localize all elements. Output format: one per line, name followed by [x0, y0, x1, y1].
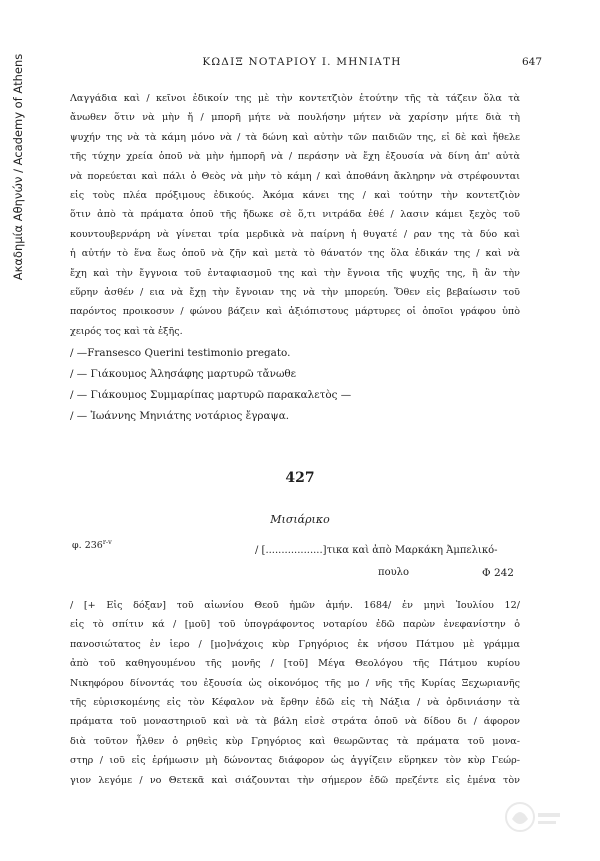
signature-line: / — Γιάκουμος Συμμαρίπας μαρτυρῶ παρακαλετὸς —: [70, 389, 352, 401]
signature-line: / —Fransesco Querini testimonio pregato.: [70, 347, 291, 359]
running-title: ΚΩΔΙΞ ΝΟΤΑΡΙΟΥ Ι. ΜΗΝΙΑΤΗ: [202, 56, 402, 68]
text-line: εὕρην ἀσθέν / εια νὰ ἔχῃ τὴν ἔγνοιαν της νὰ τὴν μπορεύη. Ὅθεν εἰς βεβαίωσιν τοῦ: [70, 286, 520, 298]
text-line: ὅτιν ἀπὸ τὰ πράματα ὁποῦ τῆς ἤδωκε σὲ ὅ,τι νιτράδα ἐθέ / λασιν κάμει ξεχὸς τοῦ: [70, 209, 520, 221]
text-line: Λαγγάδια καὶ / κεῖνοι ἐδικοίν της μὲ τὴν κοντετζιὸν ἐτούτην τῆς τὰ τάζειν ὅλα τὰ: [70, 93, 520, 104]
text-line: εἰς τὸ σπίτιν κά / [μοῦ] τοῦ ὑπογράφοντος νοταρίου ἐδῶ παρὼν ἐνεφανίστην ὁ: [70, 619, 520, 631]
folio-reference: [72, 538, 112, 551]
text-line: παρόντος προικοσυν / φώνου βάζειν καὶ ἀξιόπιστους μάρτυρες οἱ ὁποῖοι γράφου ὑπὸ: [70, 306, 520, 318]
text-line: στηρ / ιοῦ εἰς ἐρήμωσιν μὴ δώνοντας διάφορον ὡς ἀγγίζειν εὕρηκεν τὸν κὺρ Γεώρ-: [70, 755, 520, 767]
text-line: εἰς τοὺς πλέα πρόξιμους ἐδικούς. Ἀκόμα κάνει της / καὶ τούτην τὴν κοντετζιὸν: [70, 189, 520, 201]
top-paragraph: [70, 89, 520, 341]
archive-side-label-text: Ακαδημία Αθηνών / Academy of Athens: [11, 53, 25, 281]
text-line: ἡ αὐτήν τὸ ἕνα ἕως ὁποῦ νὰ ζῆν καὶ μετὰ τὸ θάνατόν της ὅλα ἐδικάν της / καὶ νὰ: [70, 248, 520, 260]
text-line: νὰ πορεύεται καὶ πάλι ὁ Θεὸς νὰ μὴν τὸ κάμη / καὶ ἀποθάνη ἄκληρην νὰ στρέφουνται: [70, 170, 520, 182]
text-line: διὰ τοῦτον ἦλθεν ὁ ρηθεὶς κὺρ Γρηγόριος καὶ θεωρῶντας τὰ πράματα τοῦ μονα-: [70, 735, 520, 747]
text-line: ἄνωθεν ὅτιν νὰ μὴν ἤ / μπορῆ μήτε νὰ πουλήσην μήτεν νὰ χαρίσην μήτε διὰ τὴ: [70, 112, 520, 124]
text-line: ἀπὸ τοῦ καθηγουμένου τῆς μονῆς / [τοῦ] Μέγα Θεολόγου τῆς Πάτμου κυρίου: [70, 658, 520, 670]
archive-side-label: [4, 0, 25, 861]
document-title: Μισιάρικο: [270, 513, 330, 526]
text-line: τῆς εὑρισκομένης εἰς τὸν Κέφαλον νὰ ἔρθην ἐδῶ εἰς τὴ Νάξια / νὰ ὀρδινιάσην τὰ: [70, 696, 520, 708]
running-header: [62, 56, 542, 72]
reference-line-continued: πουλο: [378, 567, 410, 578]
text-line: / [+ Εἰς δόξαν] τοῦ αἰωνίου Θεοῦ ἡμῶν ἀμήν. 1684/ ἐν μηνὶ Ἰουλίου 12/: [70, 600, 520, 611]
page-number: 647: [521, 56, 542, 68]
signature-line: / — Γιάκουμος Ἀλησάφης μαρτυρῶ τἄνωθε: [70, 368, 297, 380]
text-line: ἔχη καὶ τὴν ἔγγνοια τοῦ ἐνταφιασμοῦ της καὶ τὴν ἔγνοια τῆς ψυχῆς της, ἢ ἂν τὴν: [70, 267, 520, 279]
text-line: πράματα τοῦ μοναστηριοῦ καὶ νὰ τὰ βάλη εἰσὲ στράτα ὁποῦ νὰ δίδου δι / άφορον: [70, 716, 520, 728]
text-line: πανοσιώτατος ἐν ἱερο / [μο]νάχοις κὺρ Γρηγόριος ἐκ νήσου Πάτμου μὲ γράμμα: [70, 638, 520, 650]
text-line: χειρός τος καὶ τὰ ἑξῆς.: [70, 325, 183, 337]
folio-text: φ. 236: [72, 540, 103, 552]
text-line: γιον λεγόμε / νο Θετεκᾶ καὶ σιάζουνται τὴν σήμερον ἐδῶ πρεζέντε εἰς ἐμένα τὸν: [70, 774, 520, 786]
academy-watermark-icon: [502, 795, 562, 845]
folio-superscript: r-v: [102, 538, 112, 546]
text-line: τῆς τύχην χρεία ὁποῦ νὰ μὴν ἠμπορῆ νὰ / περάσην νὰ ἔχη ἐξουσία νὰ δίνη ἀπ' αὐτὰ: [70, 151, 520, 163]
reference-code: Φ 242: [482, 567, 514, 579]
reference-line: / [..................]τικα καὶ ἀπὸ Μαρκάκη Ἀμπελικό-: [255, 545, 498, 556]
text-line: κουντουβερνάρη νὰ γίνεται τρία μερδικὰ νὰ παίρνη ἡ θυγατέ / ραν της τὰ δύο καὶ: [70, 228, 520, 240]
bottom-paragraph: [70, 596, 520, 790]
signatures: [70, 343, 520, 427]
document-number: 427: [285, 470, 315, 486]
text-line: Νικηφόρου δίνοντάς του ἐξουσία ὡς οἰκονόμος τῆς μο / νῆς τῆς Κυρίας Ξεχωριανῆς: [70, 677, 520, 689]
signature-line: / — Ἰωάννης Μηνιάτης νοτάριος ἔγραψα.: [70, 410, 290, 422]
text-line: ψυχήν της νὰ τὰ κάμη μόνο νὰ / τὰ δώνη καὶ αὐτὴν τῶν παιδιῶν της, εἰ δὲ καὶ ἤθελε: [70, 131, 520, 143]
